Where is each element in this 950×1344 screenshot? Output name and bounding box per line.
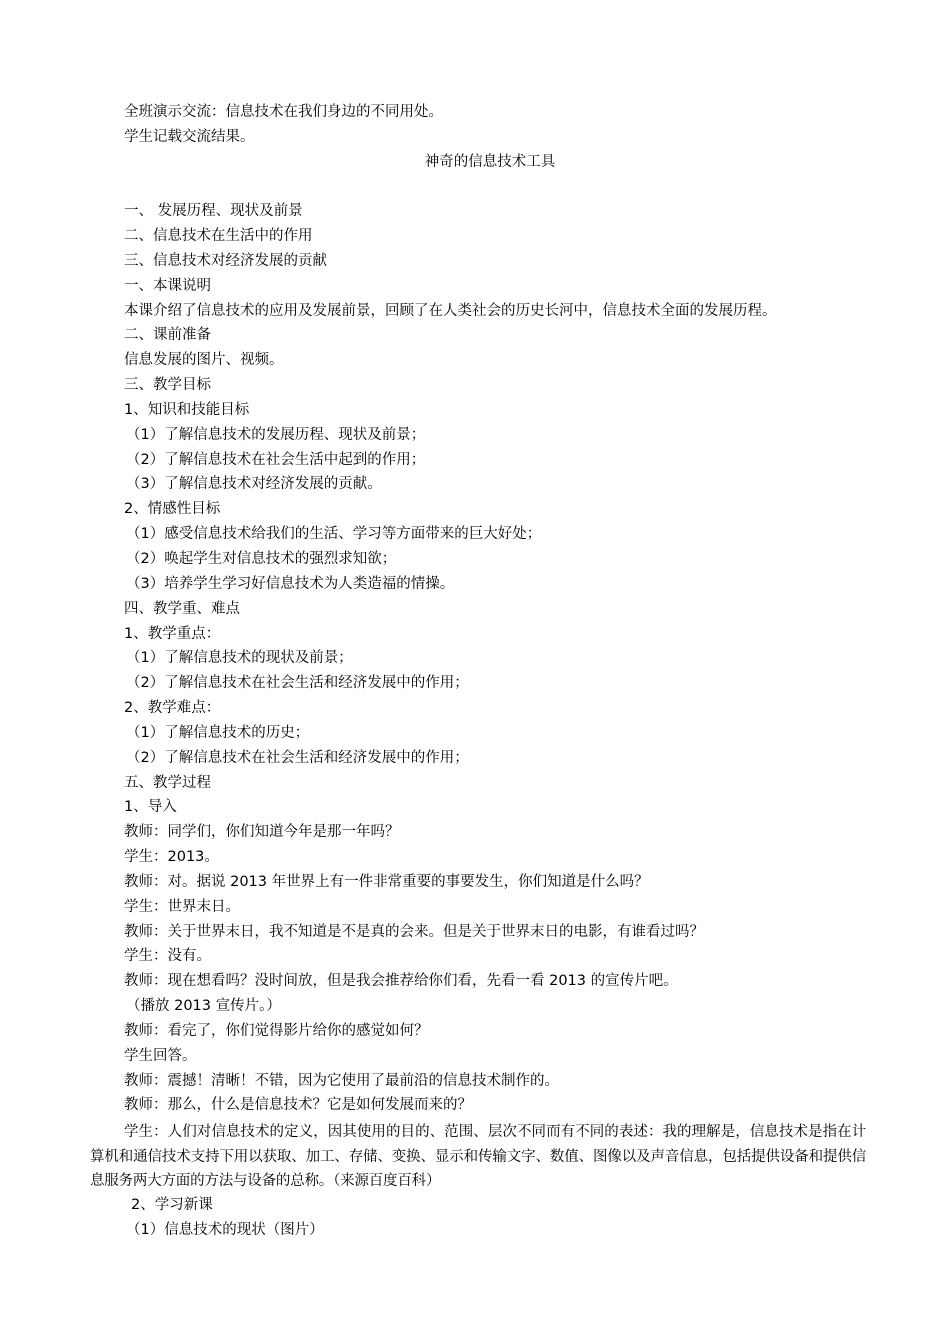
dialogue-line: 学生：世界末日。	[124, 899, 240, 915]
subheading: 1、导入	[124, 799, 177, 815]
dialogue-line: 学生：2013。	[124, 849, 219, 865]
list-item: （3）培养学生学习好信息技术为人类造福的情操。	[126, 576, 455, 592]
dialogue-line: 教师：关于世界末日，我不知道是不是真的会来。但是关于世界末日的电影，有谁看过吗？	[124, 924, 704, 940]
text-line: 本课介绍了信息技术的应用及发展前景，回顾了在人类社会的历史长河中，信息技术全面的发展历程。	[124, 303, 777, 319]
subheading: 1、教学重点：	[124, 626, 221, 642]
list-item: （1）了解信息技术的发展历程、现状及前景；	[126, 427, 426, 443]
stage-note: （播放 2013 宣传片。）	[126, 998, 281, 1014]
text-line: 信息发展的图片、视频。	[124, 352, 284, 368]
subheading: 2、教学难点：	[124, 700, 221, 716]
dialogue-line: 教师：震撼！清晰！不错，因为它使用了最前沿的信息技术制作的。	[124, 1073, 559, 1089]
subheading: 2、学习新课	[131, 1197, 213, 1213]
section-title: 神奇的信息技术工具	[424, 154, 556, 170]
heading: 五、教学过程	[124, 775, 211, 791]
list-item: （1）感受信息技术给我们的生活、学习等方面带来的巨大好处；	[126, 526, 542, 542]
dialogue-line: 学生：没有。	[124, 948, 211, 964]
answer-paragraph: 学生：人们对信息技术的定义，因其使用的目的、范围、层次不同而有不同的表述：我的理解是，信息技术是指在计算机和通信技术支持下用以获取、加工、存储、变换、显示和传输文字、数值、图像以及声音信息，包括提供设备和提供信息服务两大方面的方法与设备的总称。（来源百度百科）	[90, 1124, 866, 1190]
list-item: （2）了解信息技术在社会生活中起到的作用；	[126, 452, 426, 468]
outline-item: 二、信息技术在生活中的作用	[124, 228, 313, 244]
list-item: （2）唤起学生对信息技术的强烈求知欲；	[126, 551, 397, 567]
list-item: （2）了解信息技术在社会生活和经济发展中的作用；	[126, 675, 469, 691]
heading: 四、教学重、难点	[124, 601, 240, 617]
outline-item: 一、 发展历程、现状及前景	[124, 203, 303, 219]
list-item: （1）了解信息技术的现状及前景；	[126, 650, 353, 666]
dialogue-line: 教师：同学们，你们知道今年是那一年吗？	[124, 824, 400, 840]
heading: 一、本课说明	[124, 278, 211, 294]
text-line: 全班演示交流：信息技术在我们身边的不同用处。	[124, 104, 443, 120]
dialogue-line: 教师：看完了，你们觉得影片给你的感觉如何？	[124, 1023, 429, 1039]
list-item: （3）了解信息技术对经济发展的贡献。	[126, 476, 382, 492]
subheading: 1、知识和技能目标	[124, 402, 250, 418]
list-item: （1）了解信息技术的历史；	[126, 725, 310, 741]
outline-item: 三、信息技术对经济发展的贡献	[124, 253, 327, 269]
subheading: 2、情感性目标	[124, 501, 221, 517]
dialogue-line: 学生回答。	[124, 1048, 197, 1064]
heading: 三、教学目标	[124, 377, 211, 393]
dialogue-line: 教师：那么，什么是信息技术？它是如何发展而来的？	[124, 1097, 472, 1113]
text-line: 学生记载交流结果。	[124, 129, 255, 145]
heading: 二、课前准备	[124, 327, 211, 343]
dialogue-line: 教师：现在想看吗？没时间放，但是我会推荐给你们看，先看一看 2013 的宣传片吧。	[124, 973, 678, 989]
list-item: （2）了解信息技术在社会生活和经济发展中的作用；	[126, 750, 469, 766]
list-item: （1）信息技术的现状（图片）	[126, 1222, 324, 1238]
dialogue-line: 教师：对。据说 2013 年世界上有一件非常重要的事要发生，你们知道是什么吗？	[124, 874, 649, 890]
